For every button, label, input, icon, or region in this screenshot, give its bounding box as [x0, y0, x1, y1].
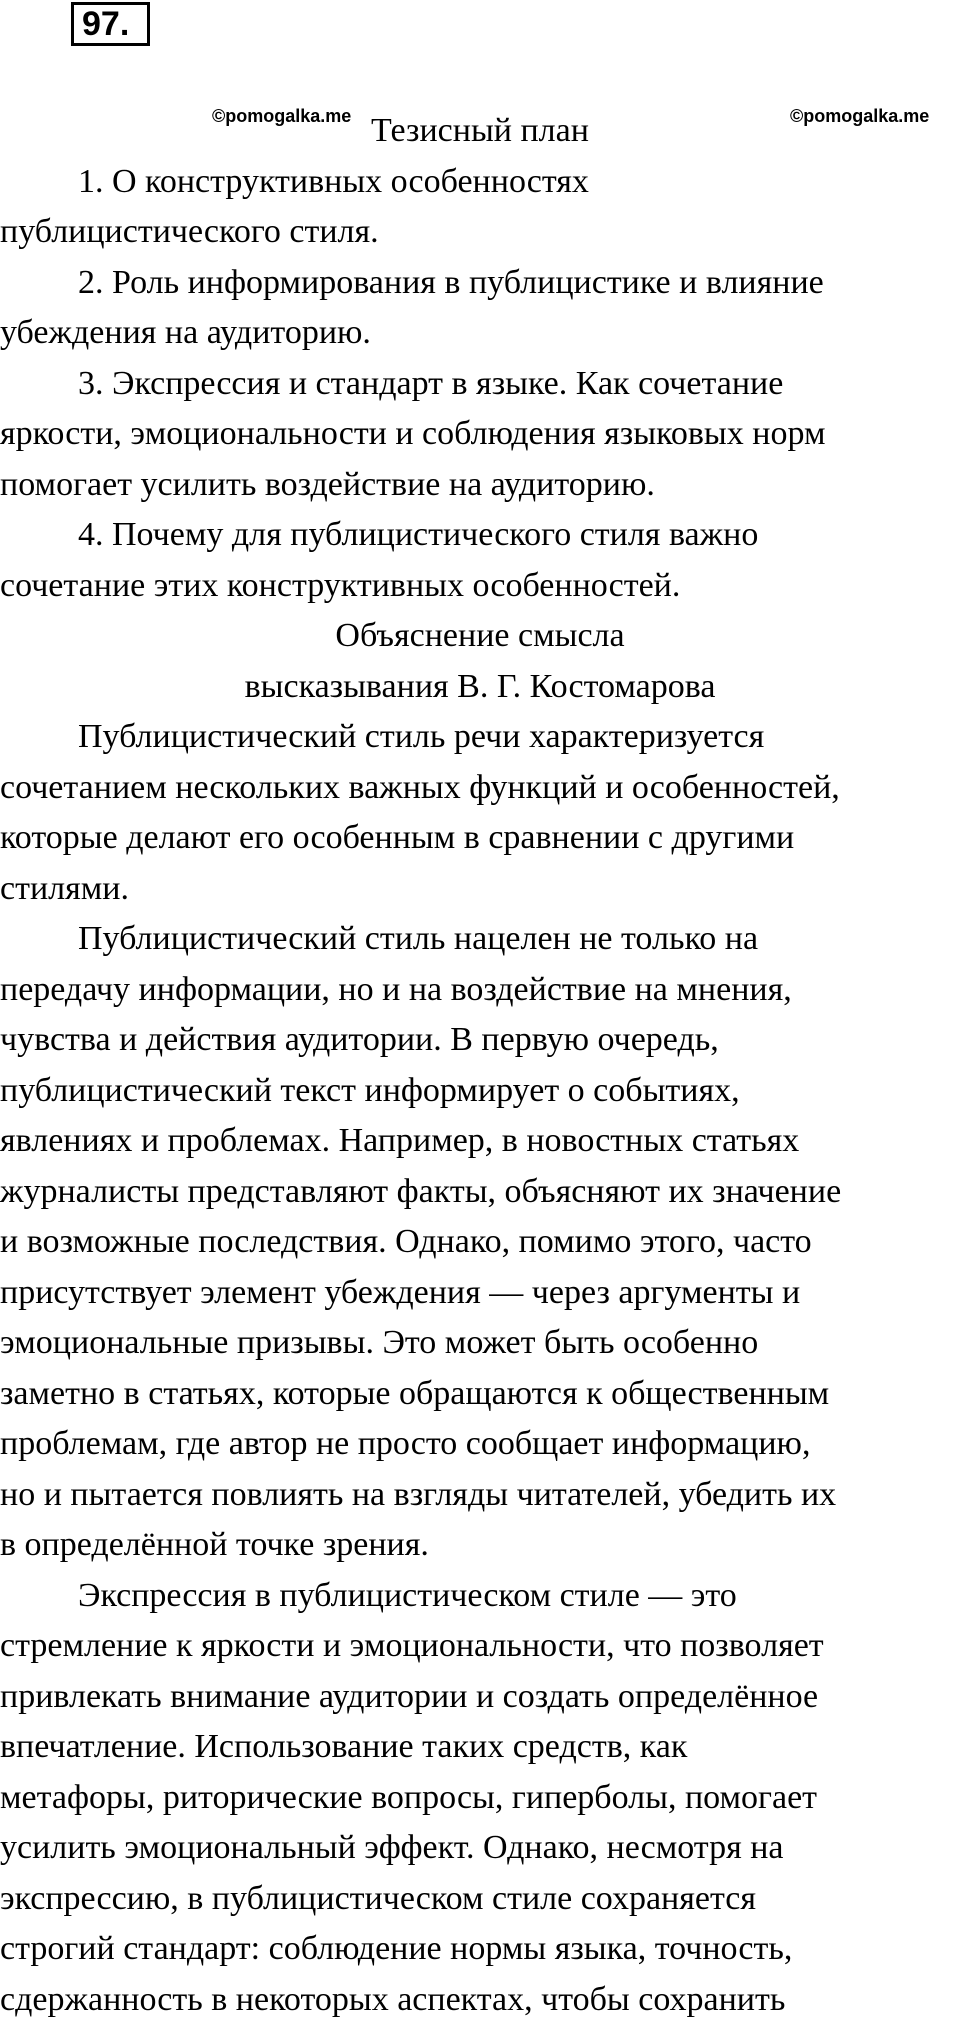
heading-line: высказывания В. Г. Костомарова	[0, 662, 960, 713]
exercise-number: 97.	[71, 2, 150, 46]
heading-line: Тезисный план	[0, 106, 960, 157]
text-line: 3. Экспрессия и стандарт в языке. Как сочетание	[0, 359, 960, 410]
text-line: усилить эмоциональный эффект. Однако, несмотря на	[0, 1823, 960, 1874]
text-line: впечатление. Использование таких средств, как	[0, 1722, 960, 1773]
text-line: сдержанность в некоторых аспектах, чтобы сохранить	[0, 1975, 960, 2025]
text-line: сочетание этих конструктивных особенностей.	[0, 561, 960, 612]
watermark-left: ©pomogalka.me	[212, 105, 351, 127]
text-line: экспрессию, в публицистическом стиле сохраняется	[0, 1874, 960, 1925]
text-line: явлениях и проблемах. Например, в новостных статьях	[0, 1116, 960, 1167]
text-line: помогает усилить воздействие на аудиторию.	[0, 460, 960, 511]
text-line: эмоциональные призывы. Это может быть особенно	[0, 1318, 960, 1369]
text-line: стилями.	[0, 864, 960, 915]
text-line: Публицистический стиль речи характеризуется	[0, 712, 960, 763]
text-line: в определённой точке зрения.	[0, 1520, 960, 1571]
text-line: публицистический текст информирует о событиях,	[0, 1066, 960, 1117]
text-line: и возможные последствия. Однако, помимо этого, часто	[0, 1217, 960, 1268]
text-line: Экспрессия в публицистическом стиле — это	[0, 1571, 960, 1622]
text-line: присутствует элемент убеждения — через аргументы и	[0, 1268, 960, 1319]
text-line: передачу информации, но и на воздействие на мнения,	[0, 965, 960, 1016]
text-line: чувства и действия аудитории. В первую очередь,	[0, 1015, 960, 1066]
text-line: сочетанием нескольких важных функций и особенностей,	[0, 763, 960, 814]
text-line: строгий стандарт: соблюдение нормы языка, точность,	[0, 1924, 960, 1975]
text-line: заметно в статьях, которые обращаются к общественным	[0, 1369, 960, 1420]
text-line: но и пытается повлиять на взгляды читателей, убедить их	[0, 1470, 960, 1521]
text-line: привлекать внимание аудитории и создать определённое	[0, 1672, 960, 1723]
text-line: публицистического стиля.	[0, 207, 960, 258]
text-line: яркости, эмоциональности и соблюдения языковых норм	[0, 409, 960, 460]
text-line: проблемам, где автор не просто сообщает информацию,	[0, 1419, 960, 1470]
text-line: которые делают его особенным в сравнении с другими	[0, 813, 960, 864]
text-line: метафоры, риторические вопросы, гиперболы, помогает	[0, 1773, 960, 1824]
text-line: 4. Почему для публицистического стиля важно	[0, 510, 960, 561]
text-line: стремление к яркости и эмоциональности, что позволяет	[0, 1621, 960, 1672]
heading-line: Объяснение смысла	[0, 611, 960, 662]
text-line: 1. О конструктивных особенностях	[0, 157, 960, 208]
document-body	[0, 106, 960, 2025]
text-line: 2. Роль информирования в публицистике и влияние	[0, 258, 960, 309]
watermark-right: ©pomogalka.me	[790, 105, 929, 127]
text-line: журналисты представляют факты, объясняют их значение	[0, 1167, 960, 1218]
text-line: убеждения на аудиторию.	[0, 308, 960, 359]
text-line: Публицистический стиль нацелен не только на	[0, 914, 960, 965]
